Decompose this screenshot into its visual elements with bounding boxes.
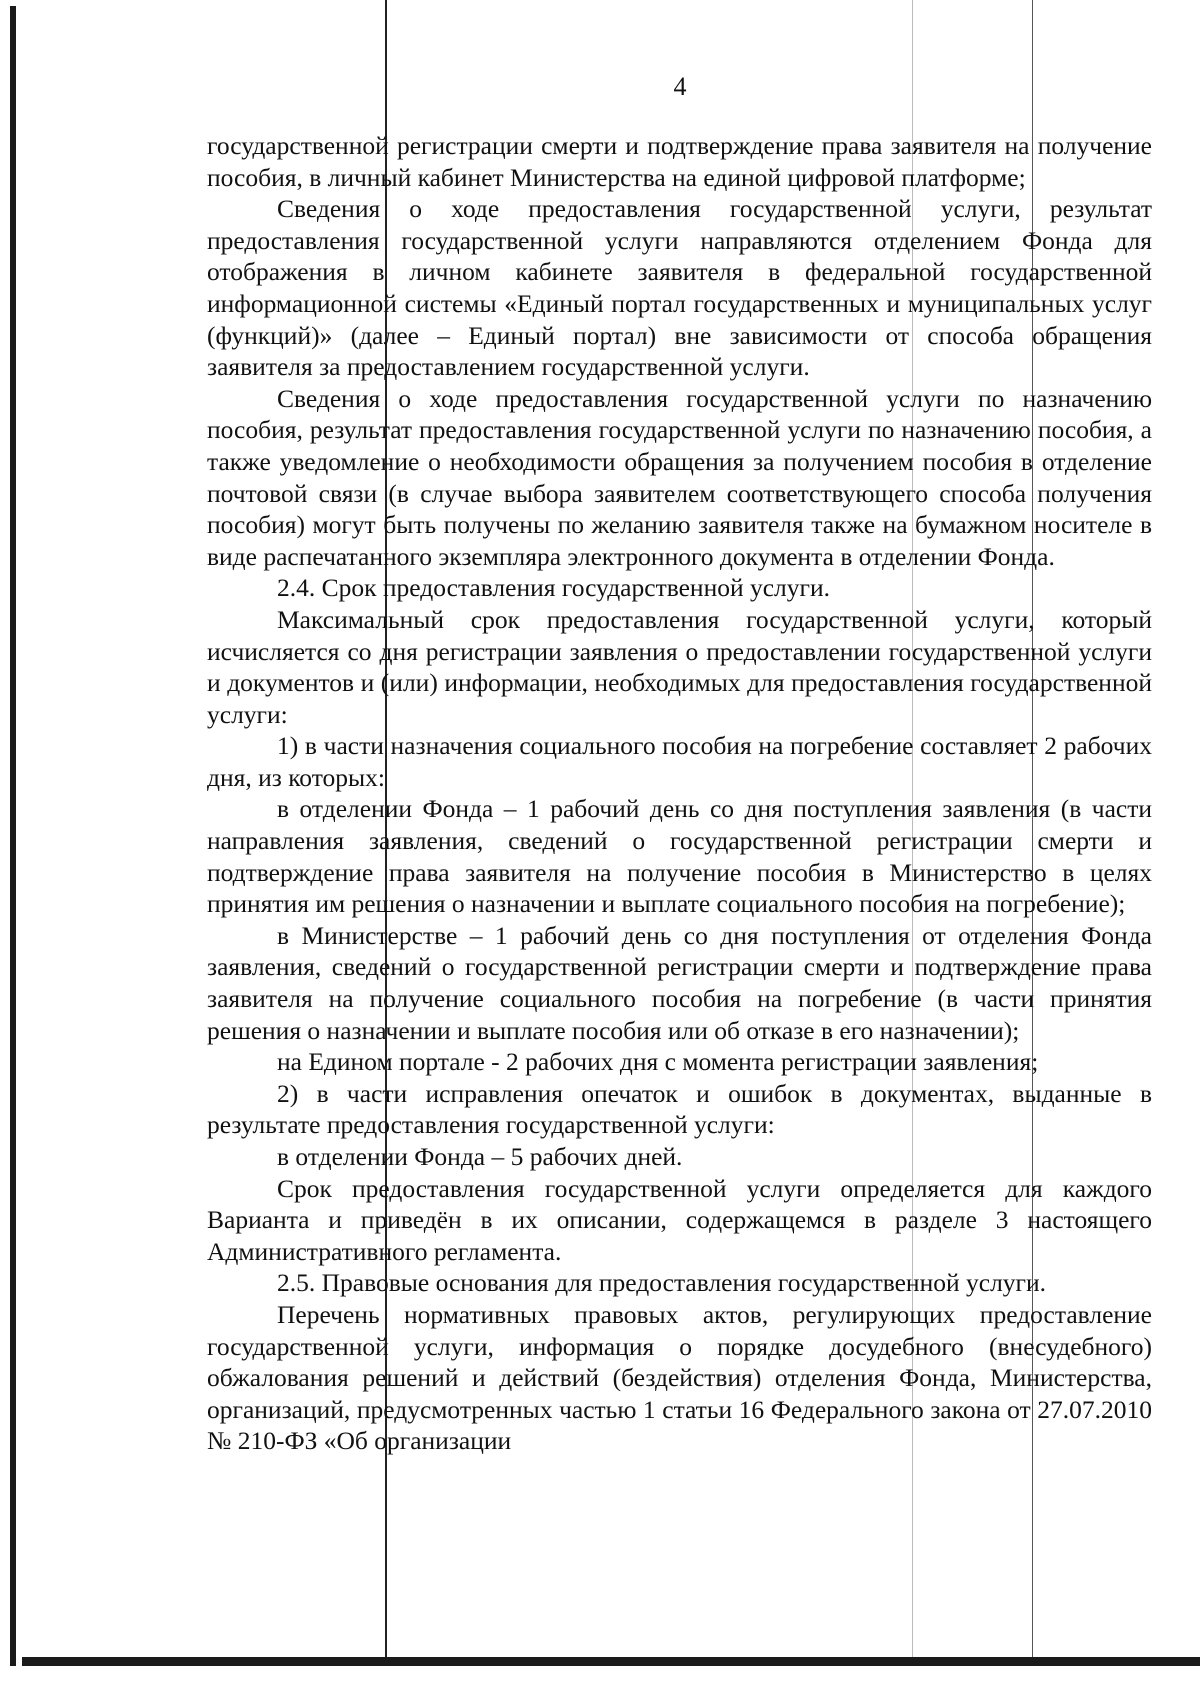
paragraph: 1) в части назначения социального пособия на погребение составляет 2 рабочих дня, из которых:: [207, 731, 1152, 792]
paragraph: 2) в части исправления опечаток и ошибок в документах, выданные в результате предоставления государственной услуги:: [207, 1078, 1152, 1140]
scan-bottom-border: [22, 1657, 1200, 1666]
paragraph: в отделении Фонда – 5 рабочих дней.: [277, 1142, 683, 1171]
paragraph: на Едином портале - 2 рабочих дня с момента регистрации заявления;: [277, 1047, 1039, 1077]
paragraph: Максимальный срок предоставления государственной услуги, который исчисляется со дня регистрации заявления о предоставлении государственной услуги и документов и (или) информации, необходимых для предоставления государственной услуги:: [207, 604, 1152, 729]
paragraph: в отделении Фонда – 1 рабочий день со дня поступления заявления (в части направления заявления, сведений о государственной регистрации смерти и подтверждение права заявителя на получение пособия в Министерство в целях принятия им решения о назначении и выплате социального пособия на погребение);: [207, 794, 1152, 919]
paragraph: в Министерстве – 1 рабочий день со дня поступления от отделения Фонда заявления, сведений о государственной регистрации смерти и подтверждение права заявителя на получение социального пособия на погребение (в части принятия решения о назначении и выплате пособия или об отказе в его назначении);: [207, 920, 1152, 1045]
section-heading: 2.5. Правовые основания для предоставления государственной услуги.: [277, 1268, 1047, 1298]
document-body: [207, 130, 1152, 1457]
paragraph: Срок предоставления государственной услуги определяется для каждого Варианта и приведён в их описании, содержащемся в разделе 3 настоящего Административного регламента.: [207, 1173, 1152, 1266]
page-number: 4: [673, 72, 687, 101]
scan-left-border: [10, 6, 16, 1666]
section-heading: 2.4. Срок предоставления государственной услуги.: [277, 573, 831, 603]
paragraph: Перечень нормативных правовых актов, регулирующих предоставление государственной услуги, информация о порядке досудебного (внесудебного) обжалования решений и действий (бездействия) отделения Фонда, Министерства, организаций, предусмотренных частью 1 статьи 16 Федерального закона от 27.07.2010 № 210-ФЗ «Об организации: [207, 1299, 1152, 1456]
paragraph: Сведения о ходе предоставления государственной услуги, результат предоставления государственной услуги направляются отделением Фонда для отображения в личном кабинете заявителя в федеральной государственной информационной системы «Единый портал государственных и муниципальных услуг (функций)» (далее – Единый портал) вне зависимости от способа обращения заявителя за предоставлением государственной услуги.: [207, 194, 1152, 382]
paragraph: государственной регистрации смерти и подтверждение права заявителя на получение пособия, в личный кабинет Министерства на единой цифровой платформе;: [207, 131, 1152, 192]
paragraph: Сведения о ходе предоставления государственной услуги по назначению пособия, результат предоставления государственной услуги по назначению пособия, а также уведомление о необходимости обращения за получением пособия в отделение почтовой связи (в случае выбора заявителем соответствующего способа получения пособия) могут быть получены по желанию заявителя также на бумажном носителе в виде распечатанного экземпляра электронного документа в отделении Фонда.: [207, 383, 1152, 571]
